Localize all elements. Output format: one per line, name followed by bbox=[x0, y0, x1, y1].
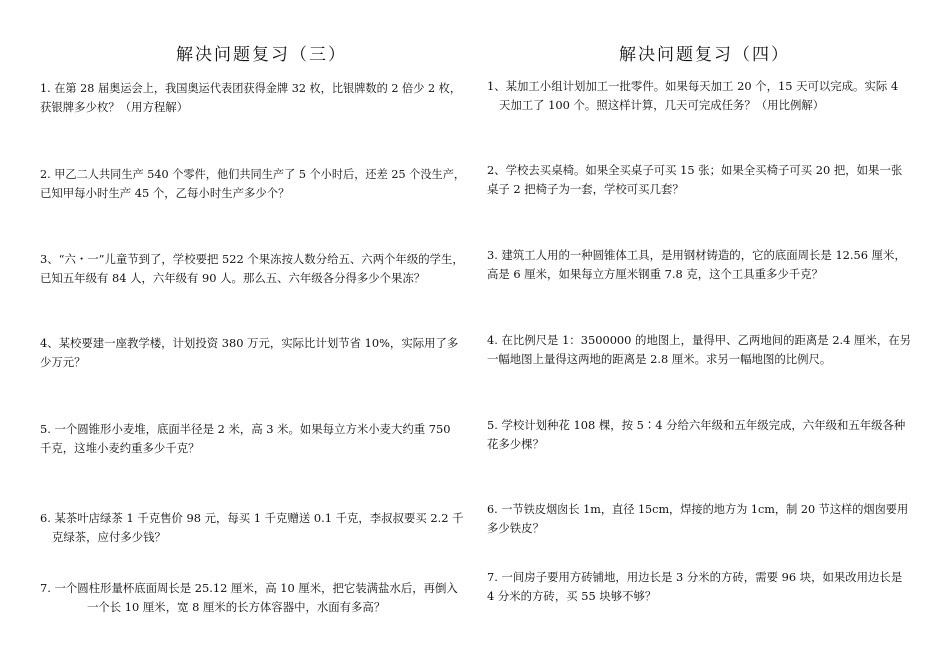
problem-line: 少万元？ bbox=[40, 355, 86, 369]
problem-line: 一个长 10 厘米，宽 8 厘米的长方体容器中，水面有多高？ bbox=[87, 600, 386, 614]
right-worksheet-column bbox=[487, 0, 912, 672]
right-problem-1 bbox=[487, 77, 912, 115]
problem-line: 天加工了 100 个。照这样计算，几天可完成任务？（用比例解） bbox=[499, 98, 825, 112]
right-worksheet-title: 解决问题复习（四） bbox=[619, 45, 790, 65]
problem-line: 已知五年级有 84 人，六年级有 90 人。那么五、六年级各分得多少个果冻？ bbox=[40, 271, 426, 285]
right-problem-3 bbox=[487, 246, 912, 284]
left-problem-3 bbox=[40, 250, 465, 288]
left-problem-7 bbox=[40, 579, 465, 617]
problem-line: 4、某校要建一座教学楼，计划投资 380 万元，实际比计划节省 10%，实际用了多 bbox=[40, 336, 459, 350]
problem-line: 5. 学校计划种花 108 棵，按 5∶4 分给六年级和五年级完成，六年级和五年级各种 bbox=[487, 418, 906, 432]
right-problem-6 bbox=[487, 500, 912, 538]
problem-line: 多少铁皮？ bbox=[487, 521, 544, 535]
problem-line: 获银牌多少枚？（用方程解） bbox=[40, 100, 189, 114]
problem-line: 千克，这堆小麦约重多少千克？ bbox=[40, 441, 200, 455]
problem-line: 1. 在第 28 届奥运会上，我国奥运代表团获得金牌 32 枚，比银牌数的 2 倍少 2 枚， bbox=[40, 82, 462, 95]
problem-line: 1、某加工小组计划加工一批零件。如果每天加工 20 个，15 天可以完成。实际 4 bbox=[487, 79, 899, 93]
problem-line: 克绿茶，应付多少钱？ bbox=[52, 530, 166, 544]
problem-line: 5. 一个圆锥形小麦堆，底面半径是 2 米，高 3 米。如果每立方米小麦大约重 750 bbox=[40, 422, 451, 436]
problem-line: 6. 某茶叶店绿茶 1 千克售价 98 元，每买 1 千克赠送 0.1 千克，李叔叔要买 2.2 千 bbox=[40, 511, 464, 525]
problem-line: 花多少棵？ bbox=[487, 437, 544, 451]
left-problem-1 bbox=[40, 79, 465, 117]
left-problem-6 bbox=[40, 509, 465, 547]
problem-line: 高是 6 厘米，如果每立方厘米钢重 7.8 克，这个工具重多少千克？ bbox=[487, 267, 824, 281]
problem-line: 7. 一间房子要用方砖铺地，用边长是 3 分米的方砖，需要 96 块，如果改用边长是 bbox=[487, 570, 903, 584]
problem-line: 3. 建筑工人用的一种圆锥体工具，是用钢材铸造的，它的底面周长是 12.56 厘米， bbox=[487, 248, 906, 262]
right-problem-7 bbox=[487, 568, 912, 606]
problem-line: 一幅地图上量得这两地的距离是 2.8 厘米。求另一幅地图的比例尺。 bbox=[487, 352, 832, 366]
problem-line: 6. 一节铁皮烟囱长 1m，直径 15cm，焊接的地方为 1cm，制 20 节这样的烟囱要用 bbox=[487, 503, 909, 516]
right-problem-5 bbox=[487, 416, 912, 454]
problem-line: 4 分米的方砖，买 55 块够不够？ bbox=[487, 589, 657, 603]
problem-line: 7. 一个圆柱形量杯底面周长是 25.12 厘米，高 10 厘米，把它装满盐水后，再倒入 bbox=[40, 581, 458, 595]
left-worksheet-column bbox=[40, 0, 465, 672]
problem-line: 2. 甲乙二人共同生产 540 个零件，他们共同生产了 5 个小时后，还差 25 个没生产， bbox=[40, 168, 466, 181]
problem-line: 桌子 2 把椅子为一套，学校可买几套？ bbox=[487, 182, 684, 196]
problem-line: 3、“六・一”儿童节到了，学校要把 522 个果冻按人数分给五、六两个年级的学生， bbox=[40, 252, 464, 266]
left-worksheet-title: 解决问题复习（三） bbox=[176, 45, 347, 65]
problem-line: 4. 在比例尺是 1：3500000 的地图上，量得甲、乙两地间的距离是 2.4 厘米，在另 bbox=[487, 333, 912, 347]
right-problem-4 bbox=[487, 331, 912, 369]
left-problem-5 bbox=[40, 420, 465, 458]
left-problem-4 bbox=[40, 334, 465, 372]
left-problem-2 bbox=[40, 165, 465, 203]
right-problem-2 bbox=[487, 161, 912, 199]
problem-line: 2、学校去买桌椅。如果全买桌子可买 15 张；如果全买椅子可买 20 把，如果一张 bbox=[487, 163, 903, 177]
problem-line: 已知甲每小时生产 45 个，乙每小时生产多少个？ bbox=[40, 186, 290, 200]
